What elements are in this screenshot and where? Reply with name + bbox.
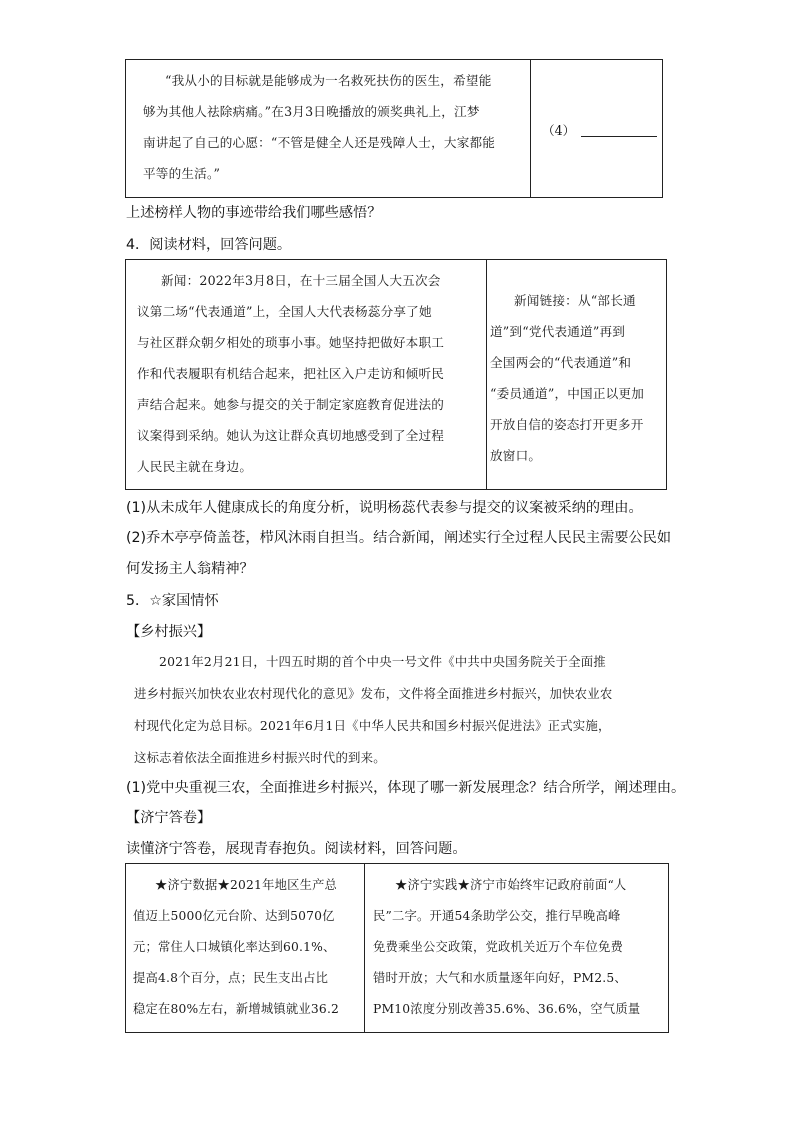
- para-line: 这标志着依法全面推进乡村振兴时代的到来。: [134, 750, 386, 765]
- q4-sub2-line1: (2)乔木亭亭倚盖苍，栉风沐雨自担当。结合新闻，阐述实行全过程人民民主需要公民如: [126, 530, 672, 546]
- practice-line: ★济宁实践★济宁市始终牢记政府前面“人: [395, 878, 627, 892]
- data-line: 提高4.8个百分，点；民生支出占比: [133, 971, 329, 985]
- link-line: 新闻链接：从“部长通: [514, 293, 636, 308]
- practice-line: PM10浓度分别改善35.6%、36.6%，空气质量: [373, 1002, 641, 1016]
- q4-sub1: (1)从未成年人健康成长的角度分析，说明杨蕊代表参与提交的议案被采纳的理由。: [126, 500, 643, 516]
- answer-blank-4[interactable]: [542, 120, 657, 139]
- section-jining-answer: 【济宁答卷】: [126, 810, 212, 826]
- jining-practice-text: [373, 870, 667, 1025]
- quote-text: [143, 65, 529, 189]
- para-line: 进乡村振兴加快农业农村现代化的意见》发布，文件将全面推进乡村振兴，加快农业农: [134, 686, 613, 701]
- link-line: “委员通道”，中国正以更加: [490, 386, 645, 401]
- jining-data-text: [133, 870, 361, 1025]
- practice-line: 民”二字。开通54条助学公交，推行早晚高峰: [373, 909, 621, 923]
- news-text: [137, 265, 483, 482]
- rural-paragraph: [134, 646, 674, 774]
- link-line: 全国两会的“代表通道”和: [490, 355, 632, 370]
- link-line: 道”到“党代表通道”再到: [490, 324, 626, 339]
- quote-line: 平等的生活。”: [143, 166, 221, 181]
- answer-label: （4）: [542, 123, 576, 138]
- q5-intro: 读懂济宁答卷，展现青春抱负。阅读材料，回答问题。: [126, 841, 467, 857]
- q3-prompt: 上述榜样人物的事迹带给我们哪些感悟？: [126, 205, 382, 221]
- data-line: ★济宁数据★2021年地区生产总: [155, 878, 338, 892]
- news-line: 与社区群众朝夕相处的琐事小事。她坚持把做好本职工: [137, 335, 445, 350]
- answer-underline[interactable]: [581, 122, 657, 137]
- quote-table-divider: [530, 59, 531, 198]
- para-line: 2021年2月21日，十四五时期的首个中央一号文件《中共中央国务院关于全面推: [159, 654, 606, 669]
- link-line: 开放自信的姿态打开更多开: [490, 417, 644, 432]
- news-line: 人民民主就在身边。: [137, 459, 253, 474]
- practice-line: 免费乘坐公交政策，党政机关近万个车位免费: [373, 940, 623, 954]
- jining-table-divider: [364, 863, 365, 1033]
- quote-line: “我从小的目标就是能够成为一名救死扶伤的医生，希望能: [165, 73, 492, 88]
- news-line: 作和代表履职有机结合起来，把社区入户走访和倾听民: [137, 366, 445, 381]
- news-line: 议案得到采纳。她认为这让群众真切地感受到了全过程: [137, 428, 445, 443]
- quote-line: 南讲起了自己的心愿：“不管是健全人还是残障人士，大家都能: [143, 135, 496, 150]
- news-line: 声结合起来。她参与提交的关于制定家庭教育促进法的: [137, 397, 445, 412]
- data-line: 稳定在80%左右，新增城镇就业36.2: [133, 1002, 340, 1016]
- q5-heading: 5．☆家国情怀: [126, 593, 219, 609]
- para-line: 村现代化定为总目标。2021年6月1日《中华人民共和国乡村振兴促进法》正式实施，: [134, 718, 611, 733]
- data-line: 值迈上5000亿元台阶、达到5070亿: [133, 909, 335, 923]
- quote-line: 够为其他人祛除病痛。”在3月3日晚播放的颁奖典礼上，江梦: [143, 104, 480, 119]
- data-line: 元；常住人口城镇化率达到60.1%、: [133, 940, 336, 954]
- q5-sub1: (1)党中央重视三农，全面推进乡村振兴，体现了哪一新发展理念？结合所学，阐述理由。: [126, 780, 686, 796]
- news-link-text: [490, 285, 666, 471]
- news-line: 议第二场“代表通道”上，全国人大代表杨蕊分享了她: [137, 304, 432, 319]
- link-line: 放窗口。: [490, 448, 542, 463]
- practice-line: 错时开放；大气和水质量逐年向好，PM2.5、: [373, 971, 627, 985]
- q4-sub2-line2: 何发扬主人翁精神？: [126, 561, 254, 577]
- q4-heading: 4．阅读材料，回答问题。: [126, 237, 292, 253]
- news-table-divider: [486, 259, 487, 490]
- news-line: 新闻：2022年3月8日，在十三届全国人大五次会: [161, 273, 441, 288]
- section-rural-revitalization: 【乡村振兴】: [126, 624, 212, 640]
